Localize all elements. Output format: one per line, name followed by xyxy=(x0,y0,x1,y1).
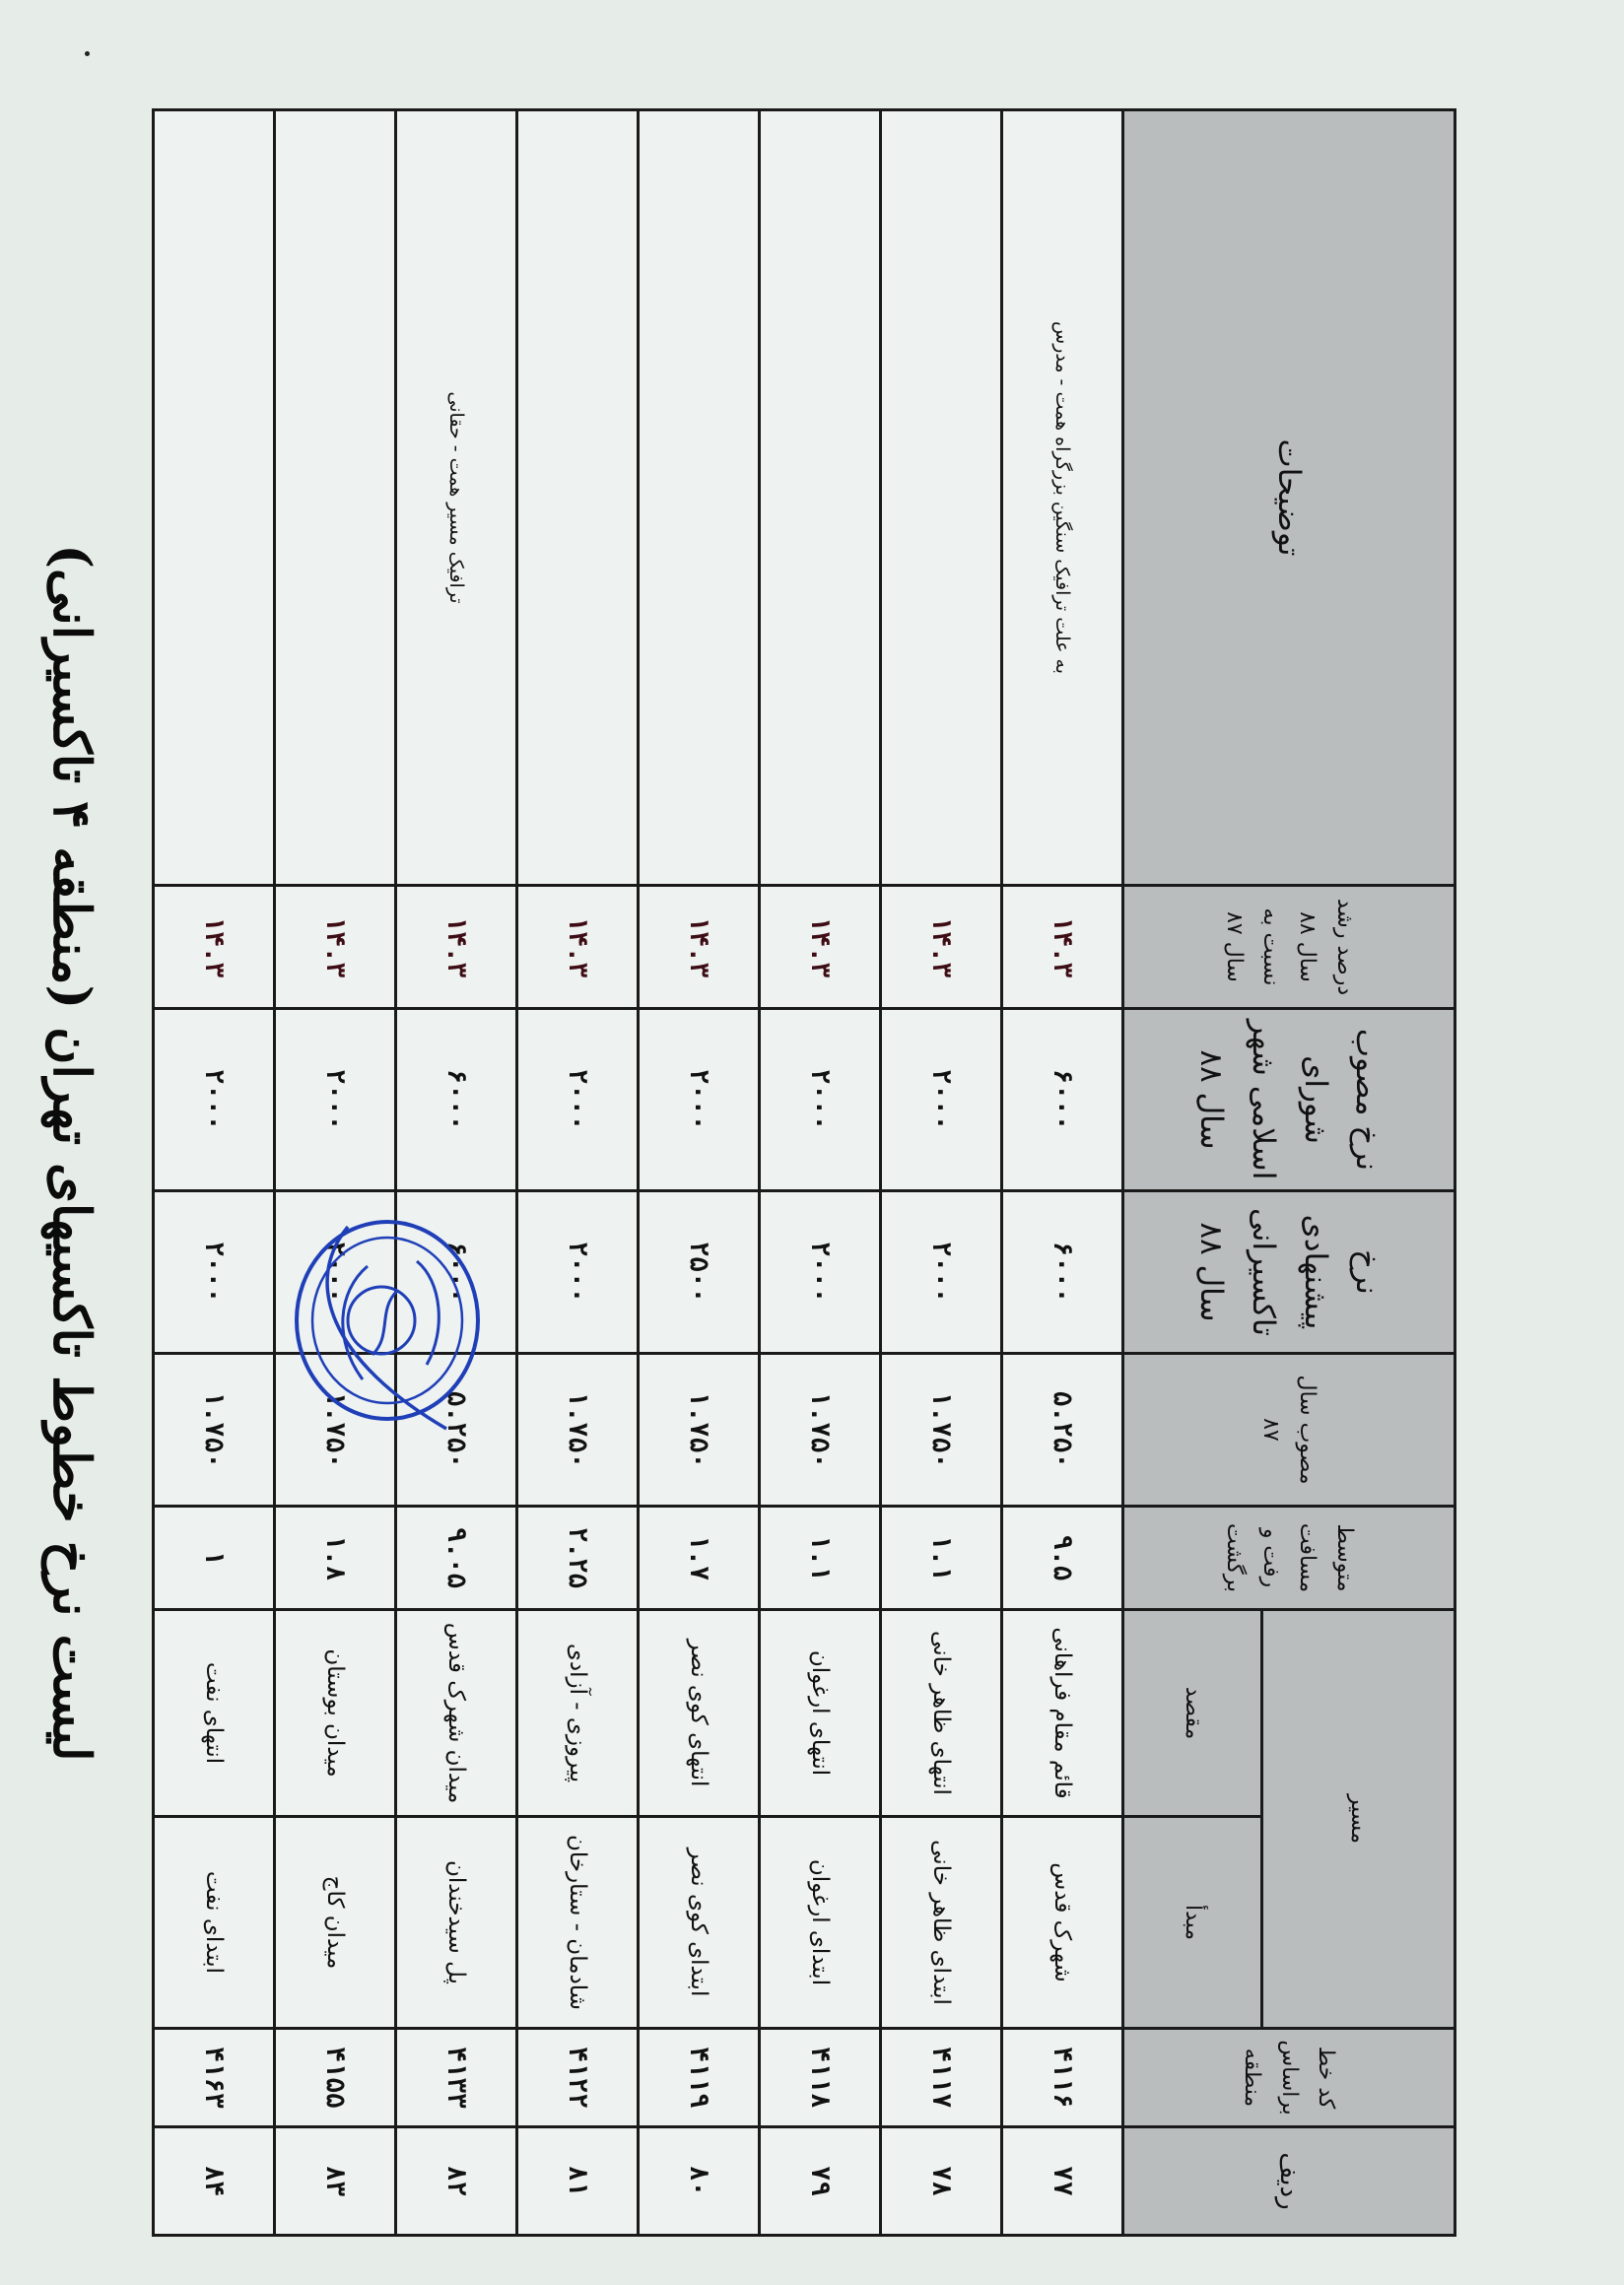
cell-growth-percent: ۱۴.۳ xyxy=(154,886,275,1009)
cell-line-code: ۴۱۲۲ xyxy=(517,2029,639,2127)
cell-line-code: ۴۱۱۸ xyxy=(760,2029,881,2127)
cell-council-88: ۲۰۰۰ xyxy=(517,1009,639,1191)
cell-line-code: ۴۱۵۵ xyxy=(275,2029,396,2127)
cell-council-88: ۲۰۰۰ xyxy=(275,1009,396,1191)
fare-table-body xyxy=(154,110,1123,2236)
cell-avg-distance: ۱.۸ xyxy=(275,1507,396,1610)
cell-line-code: ۴۱۱۷ xyxy=(881,2029,1002,2127)
cell-proposed-88: ۶۰۰۰ xyxy=(396,1191,517,1354)
cell-avg-distance: ۹.۰۵ xyxy=(396,1507,517,1610)
page-title: لیست نرخ خطوط تاکسیهای تهران (منطقه ۴ تاکسیرانی) xyxy=(41,544,102,1762)
table-row xyxy=(1002,110,1123,2236)
cell-destination: پیروزی - آزادی xyxy=(517,1610,639,1817)
cell-notes xyxy=(760,110,881,886)
cell-origin: ابتدای نفت xyxy=(154,1817,275,2029)
cell-destination: قائم مقام فراهانی xyxy=(1002,1610,1123,1817)
cell-destination: انتهای نفت xyxy=(154,1610,275,1817)
header-line-code: کد خط براساس منطقه xyxy=(1123,2029,1455,2127)
cell-growth-percent: ۱۴.۳ xyxy=(396,886,517,1009)
cell-row-number: ۸۱ xyxy=(517,2127,639,2236)
cell-avg-distance: ۱.۷ xyxy=(639,1507,760,1610)
cell-destination: میدان شهرک قدس xyxy=(396,1610,517,1817)
cell-approved-87: ۱.۷۵۰ xyxy=(154,1354,275,1507)
header-approved-87: مصوب سال ۸۷ xyxy=(1123,1354,1455,1507)
header-growth-percent: درصد رشد سال ۸۸ نسبت به سال ۸۷ xyxy=(1123,886,1455,1009)
header-row-number: ردیف xyxy=(1123,2127,1455,2236)
table-row xyxy=(154,110,275,2236)
cell-origin: ابتدای ارغوان xyxy=(760,1817,881,2029)
cell-proposed-88: ۲۵۰۰ xyxy=(639,1191,760,1354)
cell-approved-87: ۱.۷۵۰ xyxy=(275,1354,396,1507)
cell-proposed-88: ۶۰۰۰ xyxy=(1002,1191,1123,1354)
cell-origin: میدان کاج xyxy=(275,1817,396,2029)
cell-row-number: ۷۷ xyxy=(1002,2127,1123,2236)
header-notes: توضیحات xyxy=(1123,110,1455,886)
cell-council-88: ۶۰۰۰ xyxy=(396,1009,517,1191)
table-row xyxy=(275,110,396,2236)
cell-origin: شادمان - ستارخان xyxy=(517,1817,639,2029)
cell-line-code: ۴۱۳۳ xyxy=(396,2029,517,2127)
cell-destination: انتهای ارغوان xyxy=(760,1610,881,1817)
cell-growth-percent: ۱۴.۳ xyxy=(881,886,1002,1009)
seal-icon xyxy=(279,1212,496,1429)
cell-notes xyxy=(517,110,639,886)
cell-approved-87: ۱.۷۵۰ xyxy=(517,1354,639,1507)
cell-origin: پل سیدخندان xyxy=(396,1817,517,2029)
cell-approved-87: ۵.۲۵۰ xyxy=(1002,1354,1123,1507)
table-row xyxy=(396,110,517,2236)
cell-notes xyxy=(154,110,275,886)
cell-proposed-88: ۲۰۰۰ xyxy=(154,1191,275,1354)
cell-council-88: ۲۰۰۰ xyxy=(639,1009,760,1191)
cell-line-code: ۴۱۱۹ xyxy=(639,2029,760,2127)
cell-avg-distance: ۹.۵ xyxy=(1002,1507,1123,1610)
cell-avg-distance: ۲.۲۵ xyxy=(517,1507,639,1610)
cell-destination: انتهای کوی نصر xyxy=(639,1610,760,1817)
cell-proposed-88: ۲۰۰۰ xyxy=(881,1191,1002,1354)
header-avg-distance: متوسط مسافت رفت و برگشت xyxy=(1123,1507,1455,1610)
cell-council-88: ۲۰۰۰ xyxy=(154,1009,275,1191)
cell-row-number: ۸۳ xyxy=(275,2127,396,2236)
cell-avg-distance: ۱.۱ xyxy=(760,1507,881,1610)
cell-notes xyxy=(881,110,1002,886)
cell-proposed-88: ۲۰۰۰ xyxy=(517,1191,639,1354)
fare-table xyxy=(152,108,1456,2237)
cell-notes xyxy=(639,110,760,886)
cell-approved-87: ۵.۲۵۰ xyxy=(396,1354,517,1507)
cell-row-number: ۷۸ xyxy=(881,2127,1002,2236)
cell-origin: ابتدای ظاهر خانی xyxy=(881,1817,1002,2029)
cell-growth-percent: ۱۴.۳ xyxy=(760,886,881,1009)
cell-council-88: ۲۰۰۰ xyxy=(760,1009,881,1191)
cell-line-code: ۴۱۱۶ xyxy=(1002,2029,1123,2127)
cell-row-number: ۸۲ xyxy=(396,2127,517,2236)
cell-approved-87: ۱.۷۵۰ xyxy=(760,1354,881,1507)
cell-row-number: ۸۴ xyxy=(154,2127,275,2236)
table-row xyxy=(517,110,639,2236)
cell-approved-87: ۱.۷۵۰ xyxy=(639,1354,760,1507)
cell-avg-distance: ۱.۱ xyxy=(881,1507,1002,1610)
cell-approved-87: ۱.۷۵۰ xyxy=(881,1354,1002,1507)
cell-growth-percent: ۱۴.۳ xyxy=(517,886,639,1009)
table-row xyxy=(760,110,881,2236)
cell-growth-percent: ۱۴.۳ xyxy=(639,886,760,1009)
cell-destination: انتهای ظاهر خانی xyxy=(881,1610,1002,1817)
cell-destination: میدان بوستان xyxy=(275,1610,396,1817)
cell-notes xyxy=(275,110,396,886)
header-route: مسیر xyxy=(1262,1610,1455,2029)
council-stamp xyxy=(386,1320,387,1321)
cell-origin: شهرک قدس xyxy=(1002,1817,1123,2029)
cell-council-88: ۲۰۰۰ xyxy=(881,1009,1002,1191)
cell-growth-percent: ۱۴.۳ xyxy=(275,886,396,1009)
cell-origin: ابتدای کوی نصر xyxy=(639,1817,760,2029)
cell-row-number: ۸۰ xyxy=(639,2127,760,2236)
table-row xyxy=(881,110,1002,2236)
cell-council-88: ۶۰۰۰ xyxy=(1002,1009,1123,1191)
cell-row-number: ۷۹ xyxy=(760,2127,881,2236)
cell-notes: به علت ترافیک سنگین بزرگراه همت - مدرس xyxy=(1002,110,1123,886)
cell-avg-distance: ۱ xyxy=(154,1507,275,1610)
cell-proposed-88: ۲۰۰۰ xyxy=(760,1191,881,1354)
header-destination: مقصد xyxy=(1123,1610,1262,1817)
cell-growth-percent: ۱۴.۳ xyxy=(1002,886,1123,1009)
cell-notes: ترافیک مسیر همت - حقانی xyxy=(396,110,517,886)
header-proposed-88: نرخ پیشنهادی تاکسیرانی سال ۸۸ xyxy=(1123,1191,1455,1354)
header-council-88: نرخ مصوب شورای اسلامی شهر سال ۸۸ xyxy=(1123,1009,1455,1191)
header-origin: مبدأ xyxy=(1123,1817,1262,2029)
cell-proposed-88: ۲۰۰۰ xyxy=(275,1191,396,1354)
cell-line-code: ۴۱۶۳ xyxy=(154,2029,275,2127)
table-row xyxy=(639,110,760,2236)
